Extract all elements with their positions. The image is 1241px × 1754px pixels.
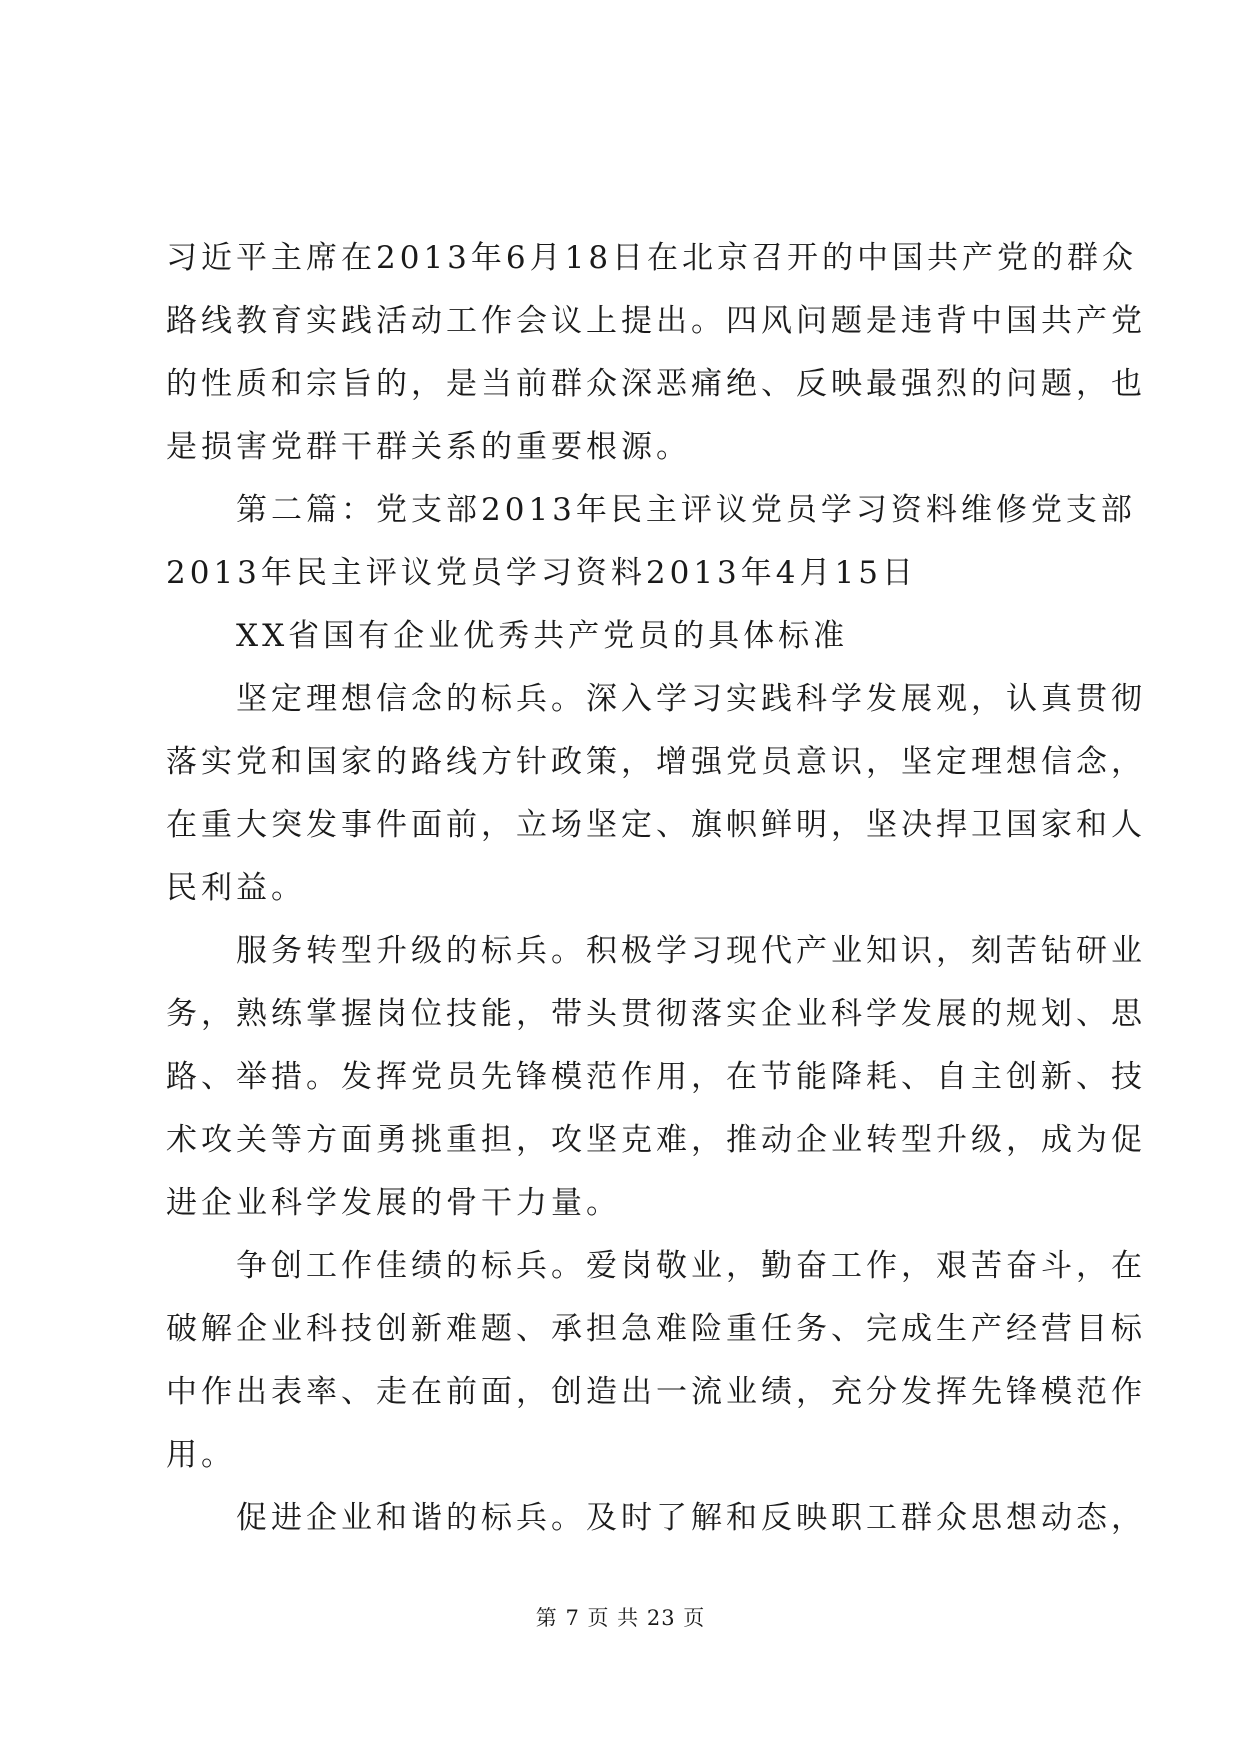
text-line: 习近平主席在2013年6月18日在北京召开的中国共产党的群众 <box>166 240 1138 276</box>
text-line: 路、举措。发挥党员先锋模范作用，在节能降耗、自主创新、技 <box>166 1059 1146 1095</box>
text-line: 术攻关等方面勇挑重担，攻坚克难，推动企业转型升级，成为促 <box>166 1122 1146 1158</box>
section-heading-line: 第二篇：党支部2013年民主评议党员学习资料维修党支部 <box>166 492 1136 528</box>
section-heading-line: 2013年民主评议党员学习资料2013年4月15日 <box>166 555 917 591</box>
text-line: 中作出表率、走在前面，创造出一流业绩，充分发挥先锋模范作 <box>166 1374 1146 1410</box>
text-line: 在重大突发事件面前，立场坚定、旗帜鲜明，坚决捍卫国家和人 <box>166 807 1146 843</box>
page-number-footer: 第 7 页 共 23 页 <box>535 1606 706 1630</box>
text-line: 破解企业科技创新难题、承担急难险重任务、完成生产经营目标 <box>166 1311 1146 1347</box>
text-line: 民利益。 <box>166 870 306 906</box>
text-line: 落实党和国家的路线方针政策，增强党员意识，坚定理想信念， <box>166 744 1146 780</box>
text-line: 促进企业和谐的标兵。及时了解和反映职工群众思想动态， <box>166 1500 1146 1536</box>
text-line: 的性质和宗旨的，是当前群众深恶痛绝、反映最强烈的问题，也 <box>166 366 1146 402</box>
subtitle-line: XX省国有企业优秀共产党员的具体标准 <box>166 618 849 654</box>
text-line: 路线教育实践活动工作会议上提出。四风问题是违背中国共产党 <box>166 303 1146 339</box>
document-body <box>166 227 1146 1550</box>
text-line: 进企业科学发展的骨干力量。 <box>166 1185 621 1221</box>
text-line: 争创工作佳绩的标兵。爱岗敬业，勤奋工作，艰苦奋斗，在 <box>166 1248 1146 1284</box>
text-line: 务，熟练掌握岗位技能，带头贯彻落实企业科学发展的规划、思 <box>166 996 1146 1032</box>
text-line: 坚定理想信念的标兵。深入学习实践科学发展观，认真贯彻 <box>166 681 1146 717</box>
text-line: 服务转型升级的标兵。积极学习现代产业知识，刻苦钻研业 <box>166 933 1146 969</box>
text-line: 是损害党群干群关系的重要根源。 <box>166 429 691 465</box>
text-line: 用。 <box>166 1437 236 1473</box>
